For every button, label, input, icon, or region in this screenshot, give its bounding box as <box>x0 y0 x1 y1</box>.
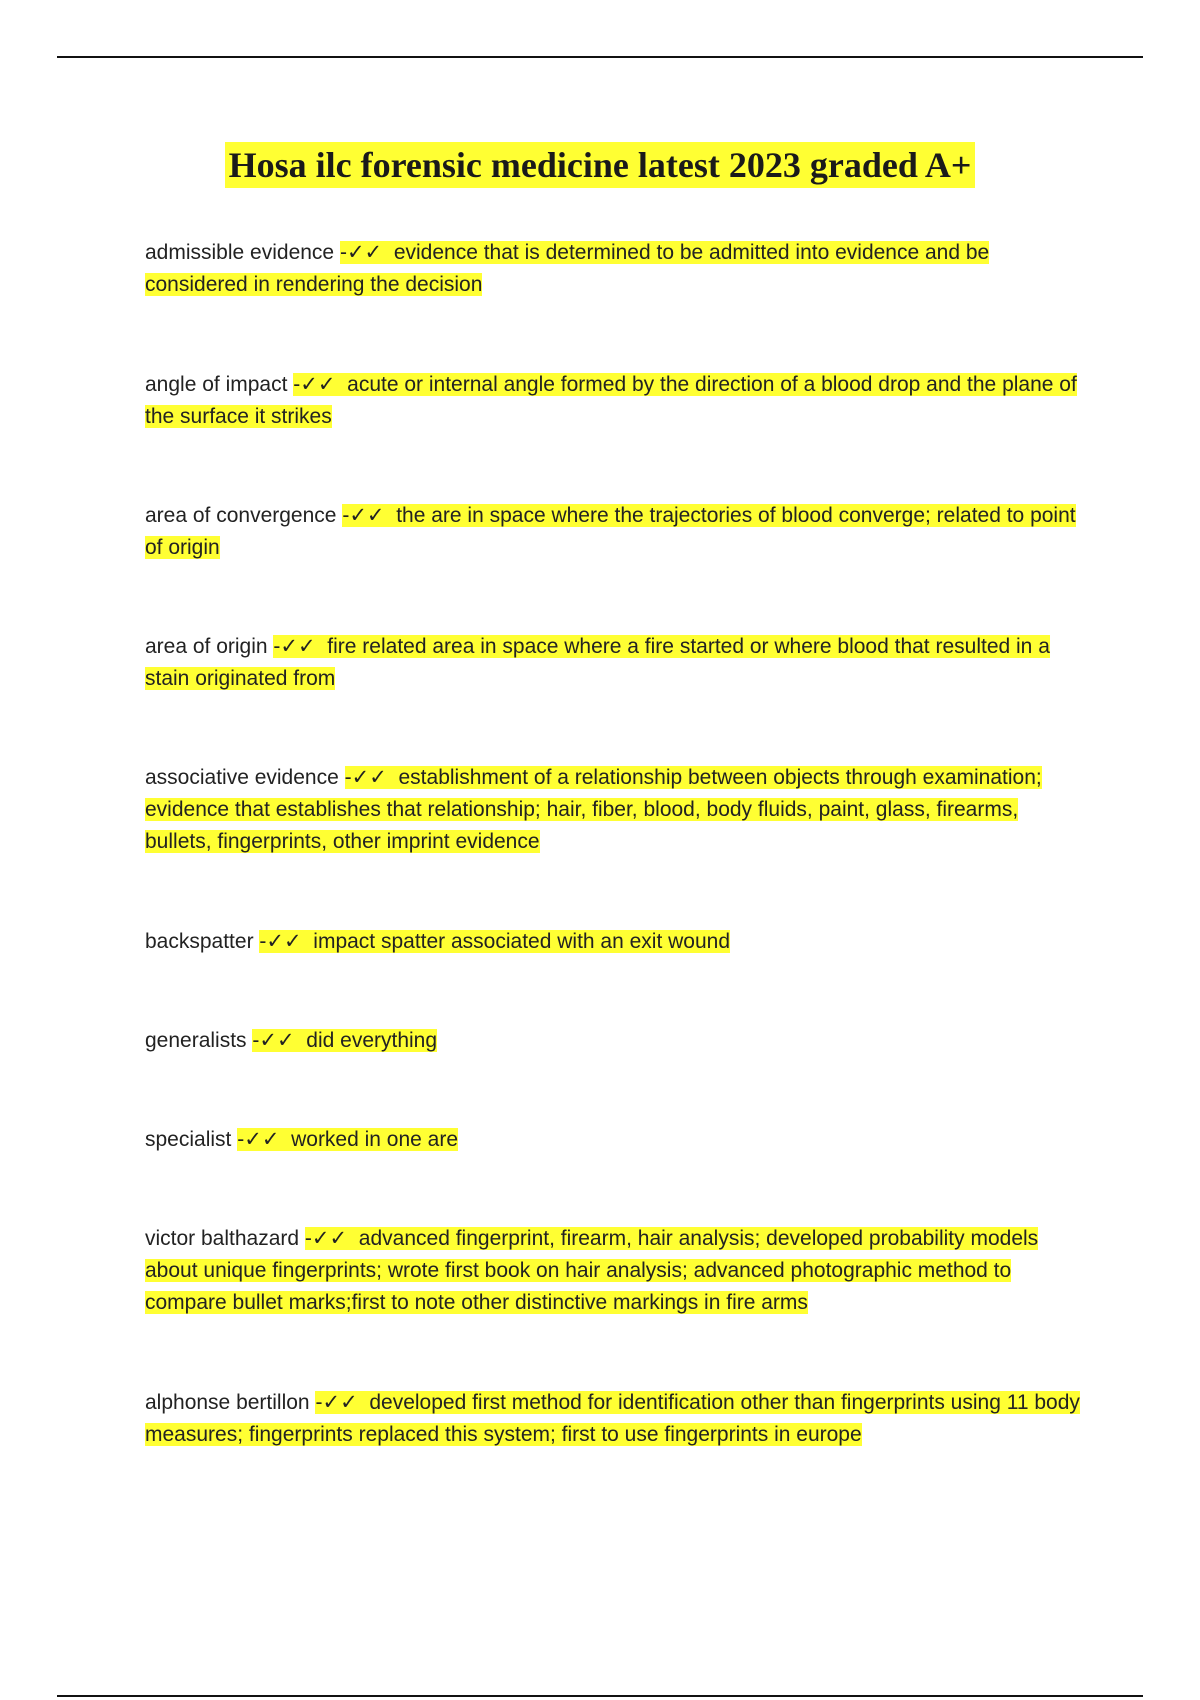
title-container <box>0 142 1200 188</box>
double-check-icon: ✓✓ <box>244 1127 280 1151</box>
list-item <box>145 1024 437 1057</box>
double-check-icon: ✓✓ <box>259 1028 295 1052</box>
separator: - <box>304 1227 312 1250</box>
list-item <box>145 761 1085 858</box>
list-item <box>145 1222 1085 1319</box>
document-title: Hosa ilc forensic medicine latest 2023 graded A+ <box>225 142 976 188</box>
top-rule <box>57 56 1143 58</box>
list-item <box>145 1386 1085 1451</box>
double-check-icon: ✓✓ <box>322 1390 358 1414</box>
entry-term: generalists <box>145 1029 247 1052</box>
entry-term: area of origin <box>145 635 268 658</box>
entry-definition: fire related area in space where a fire started or where blood that resulted in a stain originated from <box>145 635 1050 690</box>
list-item <box>145 499 1085 564</box>
entry-term: backspatter <box>145 930 254 953</box>
double-check-icon: ✓✓ <box>280 634 316 658</box>
entry-definition: impact spatter associated with an exit wound <box>313 930 730 953</box>
entry-term: area of convergence <box>145 504 337 527</box>
entry-term: alphonse bertillon <box>145 1391 310 1414</box>
entry-term: associative evidence <box>145 766 339 789</box>
list-item <box>145 1123 458 1156</box>
entry-definition: evidence that is determined to be admitted into evidence and be considered in rendering the decision <box>145 241 990 296</box>
entry-term: admissible evidence <box>145 241 335 264</box>
separator: - <box>342 504 350 527</box>
double-check-icon: ✓✓ <box>311 1226 348 1250</box>
list-item <box>145 925 730 958</box>
separator: - <box>273 635 281 658</box>
separator: - <box>237 1128 245 1151</box>
double-check-icon: ✓✓ <box>351 765 387 789</box>
bottom-rule <box>57 1695 1143 1697</box>
double-check-icon: ✓✓ <box>266 929 302 953</box>
double-check-icon: ✓✓ <box>300 372 336 396</box>
entry-definition: worked in one are <box>291 1128 459 1151</box>
entry-term: angle of impact <box>145 373 288 396</box>
separator: - <box>259 930 267 953</box>
entry-definition: acute or internal angle formed by the direction of a blood drop and the plane of the surface it strikes <box>145 373 1077 428</box>
separator: - <box>315 1391 323 1414</box>
separator: - <box>339 241 347 264</box>
double-check-icon: ✓✓ <box>346 240 383 264</box>
separator: - <box>293 373 301 396</box>
list-item <box>145 236 1085 301</box>
entry-definition: developed first method for identification other than fingerprints using 11 body measures; fingerprints replaced this system; first to use fingerprints in europe <box>145 1391 1080 1446</box>
list-item <box>145 630 1085 695</box>
entry-term: specialist <box>145 1128 232 1151</box>
entry-definition: did everything <box>306 1029 438 1052</box>
entry-definition: establishment of a relationship between objects through examination; evidence that establishes that relationship; hair, fiber, blood, body fluids, paint, glass, firearms, bullets, fingerprints, other imprint evidence <box>145 766 1042 853</box>
entry-definition: the are in space where the trajectories of blood converge; related to point of origin <box>145 504 1076 559</box>
separator: - <box>344 766 352 789</box>
entry-definition: advanced fingerprint, firearm, hair analysis; developed probability models about unique fingerprints; wrote first book on hair analysis; advanced photographic method to compare bullet marks;first to note other distinctive markings in fire arms <box>145 1227 1039 1314</box>
entry-term: victor balthazard <box>145 1227 300 1250</box>
double-check-icon: ✓✓ <box>349 503 385 527</box>
list-item <box>145 368 1085 433</box>
separator: - <box>252 1029 260 1052</box>
